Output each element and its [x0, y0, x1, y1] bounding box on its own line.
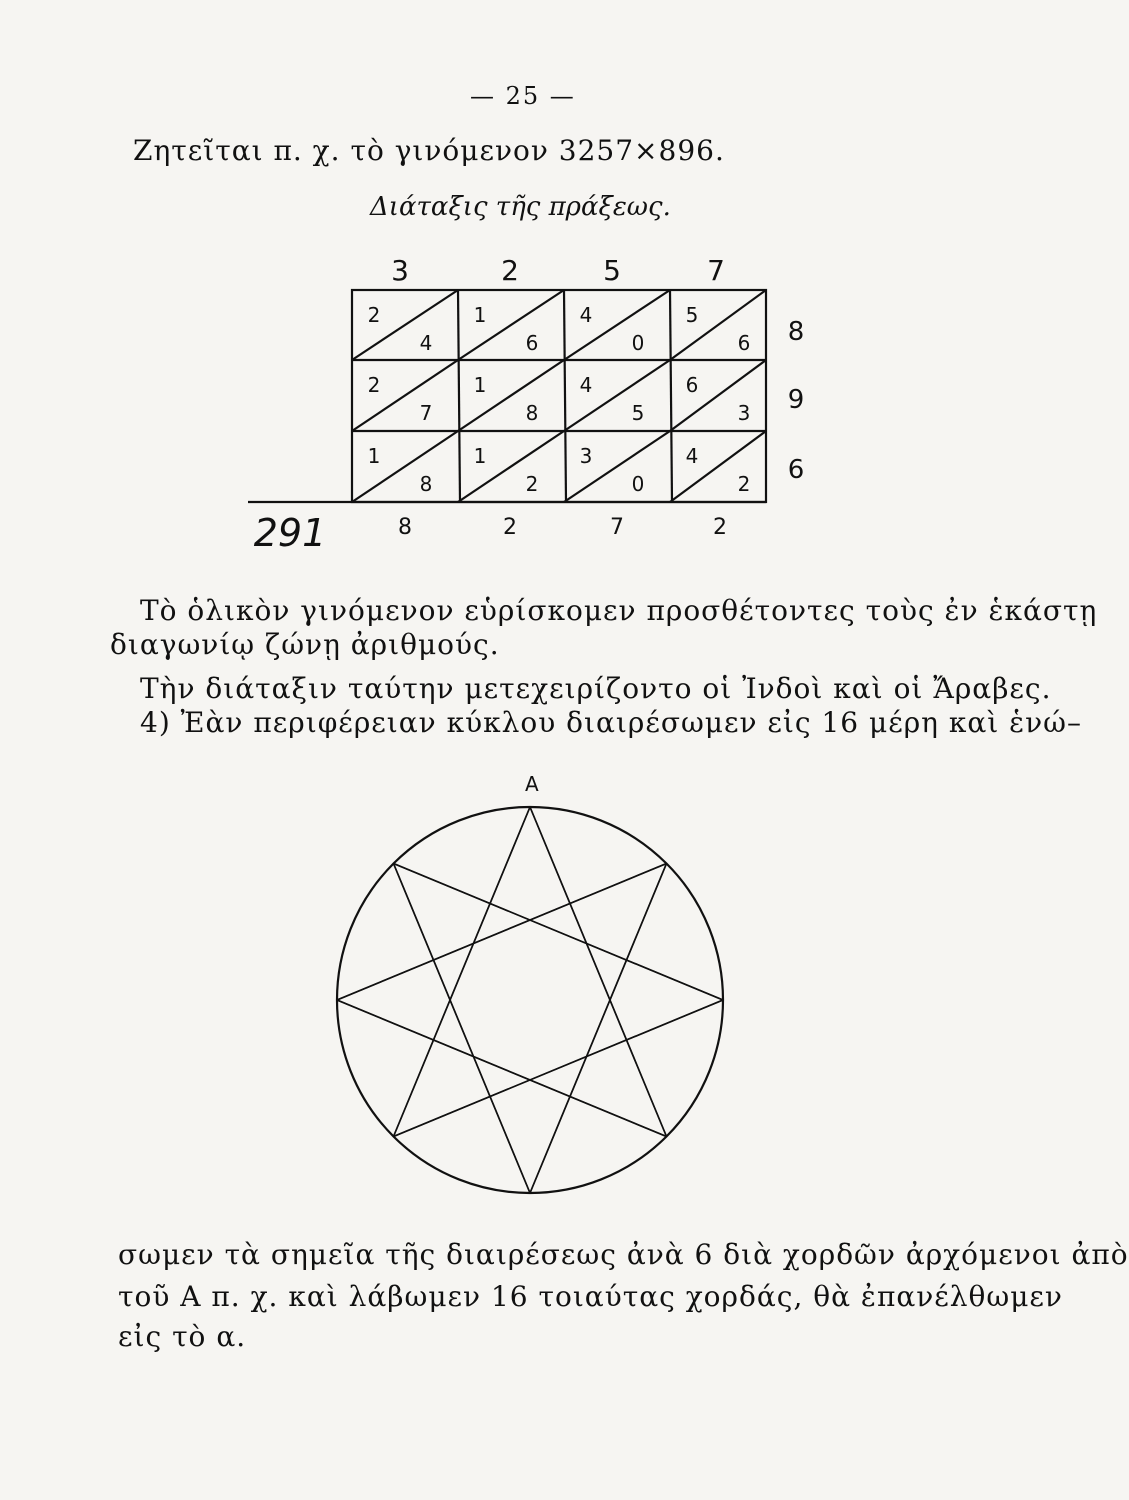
cell-units-digit: 7 — [419, 401, 433, 425]
chord-line — [530, 864, 667, 1194]
cell-tens-digit: 1 — [367, 444, 381, 468]
cell-units-digit: 8 — [419, 472, 433, 496]
top-digit: 2 — [501, 254, 519, 287]
page-number: — 25 — — [470, 82, 576, 110]
cell-units-digit: 8 — [525, 401, 539, 425]
cell-tens-digit: 4 — [579, 373, 593, 397]
continuation-line-1: σωμεν τὰ σημεῖα τῆς διαιρέσεως ἀνὰ 6 διὰ χορδῶν ἀρχόμενοι ἀπὸ — [118, 1238, 1129, 1271]
right-digit: 9 — [787, 385, 805, 415]
paragraph-line-3: Τὴν διάταξιν ταύτην μετεχειρίζοντο οἱ Ἰνδοὶ καὶ οἱ Ἄραβες. — [140, 672, 1052, 705]
cell-tens-digit: 1 — [473, 444, 487, 468]
paragraph-line-2: διαγωνίῳ ζώνῃ ἀριθμούς. — [110, 628, 500, 661]
bottom-digit: 7 — [610, 515, 624, 540]
cell-units-digit: 2 — [737, 472, 751, 496]
paragraph-line-1: Τὸ ὁλικὸν γινόμενον εὑρίσκομεν προσθέτοντες τοὺς ἐν ἑκάστῃ — [140, 594, 1098, 627]
chord-line — [337, 864, 667, 1001]
chord-line — [337, 1000, 667, 1137]
result-digits: 291 — [253, 511, 327, 555]
bottom-digit: 8 — [398, 515, 412, 540]
bottom-digit: 2 — [503, 515, 517, 540]
cell-tens-digit: 4 — [685, 444, 699, 468]
chord-line — [394, 864, 724, 1001]
right-digit: 8 — [787, 317, 805, 347]
cell-tens-digit: 2 — [367, 303, 381, 327]
cell-tens-digit: 5 — [685, 303, 699, 327]
continuation-line-3: εἰς τὸ α. — [118, 1320, 247, 1353]
bottom-digit: 2 — [713, 515, 727, 540]
top-digit: 7 — [707, 254, 725, 287]
section-heading: Διάταξις τῆς πράξεως. — [370, 192, 671, 222]
cell-units-digit: 6 — [525, 331, 539, 355]
paragraph-line-4: 4) Ἐὰν περιφέρειαν κύκλου διαιρέσωμεν εἰς 16 μέρη καὶ ἑνώ– — [140, 706, 1082, 739]
cell-units-digit: 6 — [737, 331, 751, 355]
chord-line — [394, 807, 531, 1137]
cell-units-digit: 0 — [631, 331, 645, 355]
cell-units-digit: 3 — [737, 401, 751, 425]
cell-tens-digit: 4 — [579, 303, 593, 327]
chord-line — [530, 807, 667, 1137]
cell-units-digit: 4 — [419, 331, 433, 355]
cell-tens-digit: 6 — [685, 373, 699, 397]
continuation-line-2: τοῦ Α π. χ. καὶ λάβωμεν 16 τοιαύτας χορδάς, θὰ ἐπανέλθωμεν — [118, 1280, 1063, 1313]
cell-tens-digit: 1 — [473, 373, 487, 397]
right-digit: 6 — [787, 455, 805, 485]
cell-tens-digit: 2 — [367, 373, 381, 397]
top-digit: 5 — [603, 254, 621, 287]
chord-line — [394, 1000, 724, 1137]
problem-statement: Ζητεῖται π. χ. τὸ γινόμενον 3257×896. — [133, 134, 725, 167]
cell-units-digit: 0 — [631, 472, 645, 496]
top-digit: 3 — [391, 254, 409, 287]
cell-units-digit: 5 — [631, 401, 645, 425]
cell-tens-digit: 3 — [579, 444, 593, 468]
cell-tens-digit: 1 — [473, 303, 487, 327]
cell-units-digit: 2 — [525, 472, 539, 496]
chord-line — [394, 864, 531, 1194]
point-a-label: Α — [525, 772, 539, 796]
